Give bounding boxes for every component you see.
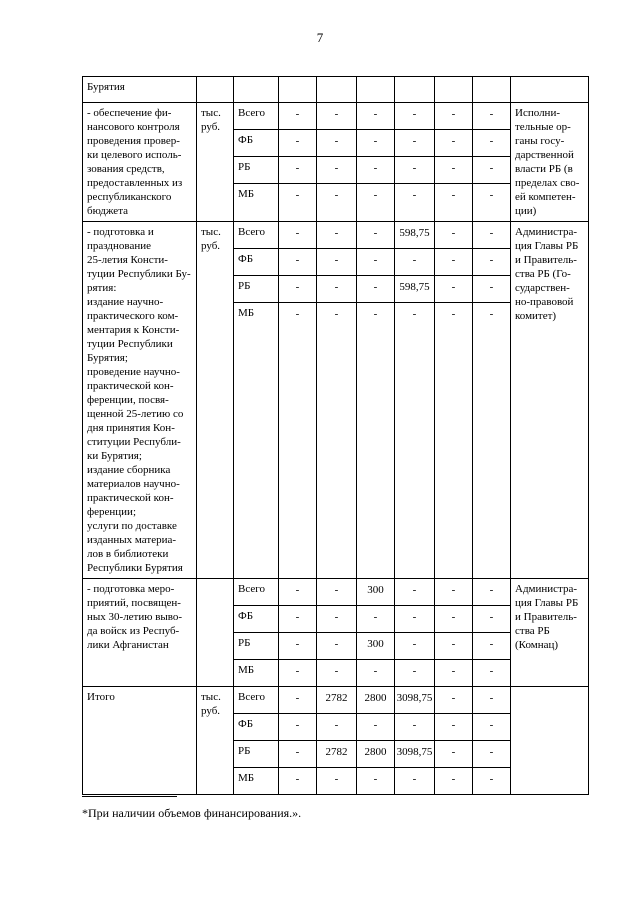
- value-cell: 2782: [317, 687, 357, 714]
- measure-description: Итого: [83, 687, 197, 795]
- value-cell: -: [279, 303, 317, 579]
- value-cell: -: [473, 660, 511, 687]
- executor-cell: Администра- ция Главы РБ и Правитель- ства РБ (Го- сударствен- но-правовой комитет): [511, 222, 589, 579]
- value-cell: -: [435, 130, 473, 157]
- value-cell: -: [357, 768, 395, 795]
- value-cell: -: [279, 633, 317, 660]
- value-cell: -: [317, 303, 357, 579]
- value-cell: -: [435, 276, 473, 303]
- value-cell: -: [435, 157, 473, 184]
- value-cell: -: [395, 303, 435, 579]
- value-cell: -: [435, 714, 473, 741]
- table-row: [83, 103, 589, 130]
- funding-source: Всего: [234, 579, 279, 606]
- footnote-separator: [82, 796, 177, 797]
- value-cell: -: [473, 157, 511, 184]
- value-cell: 598,75: [395, 276, 435, 303]
- footnote: *При наличии объемов финансирования.».: [82, 806, 302, 820]
- value-cell: -: [473, 579, 511, 606]
- value-cell: -: [473, 687, 511, 714]
- value-cell: -: [279, 157, 317, 184]
- value-cell: -: [435, 103, 473, 130]
- value-cell: -: [473, 222, 511, 249]
- value-cell: -: [473, 103, 511, 130]
- measure-description: - обеспечение фи- нансового контроля проведения провер- ки целевого исполь- зования средств, предоставленных из республиканского бюджета: [83, 103, 197, 222]
- value-cell: -: [317, 276, 357, 303]
- value-cell: -: [279, 606, 317, 633]
- unit-cell: тыс. руб.: [197, 687, 234, 795]
- measure-description: - подготовка меро- приятий, посвящен- ных 30-летию выво- да войск из Респуб- лики Афганистан: [83, 579, 197, 687]
- table-row: [83, 687, 589, 714]
- value-cell: -: [473, 130, 511, 157]
- value-cell: -: [279, 741, 317, 768]
- funding-source: РБ: [234, 157, 279, 184]
- funding-source: МБ: [234, 184, 279, 222]
- measure-description: - подготовка и празднование 25-летия Консти- туции Республики Бу- рятия: издание научно- практического ком- ментария к Консти- туции Республики Бурятия; проведение научно- практической кон- ференции, посвя- щенной 25-летию со дня принятия Кон- ституции Республи- ки Бурятия; издание сборника материалов научно- практической кон- ференции; услуги по доставке изданных материа- лов в библиотеки Республики Бурятия: [83, 222, 197, 579]
- funding-source: РБ: [234, 276, 279, 303]
- value-cell: -: [357, 660, 395, 687]
- value-cell: 2800: [357, 687, 395, 714]
- funding-source: РБ: [234, 741, 279, 768]
- unit-cell: [197, 579, 234, 687]
- value-cell: -: [357, 130, 395, 157]
- value-cell: -: [317, 222, 357, 249]
- executor-cell: Администра- ция Главы РБ и Правитель- ства РБ (Комнац): [511, 579, 589, 687]
- executor-cell: Исполни- тельные ор- ганы госу- дарственной власти РБ (в пределах сво- ей компетен- ции): [511, 103, 589, 222]
- value-cell: -: [279, 687, 317, 714]
- value-cell: -: [473, 276, 511, 303]
- value-cell: -: [357, 184, 395, 222]
- value-cell: -: [435, 687, 473, 714]
- value-cell: -: [279, 222, 317, 249]
- value-cell: -: [317, 157, 357, 184]
- funding-source: ФБ: [234, 714, 279, 741]
- funding-source: МБ: [234, 768, 279, 795]
- value-cell: -: [395, 157, 435, 184]
- value-cell: -: [435, 768, 473, 795]
- value-cell: -: [317, 714, 357, 741]
- value-cell: -: [279, 184, 317, 222]
- value-cell: -: [395, 606, 435, 633]
- value-cell: 2782: [317, 741, 357, 768]
- value-cell: -: [435, 579, 473, 606]
- value-cell: 598,75: [395, 222, 435, 249]
- value-cell: -: [279, 249, 317, 276]
- value-cell: -: [357, 157, 395, 184]
- value-cell: -: [395, 579, 435, 606]
- value-cell: -: [357, 222, 395, 249]
- funding-source: Всего: [234, 222, 279, 249]
- value-cell: -: [279, 714, 317, 741]
- value-cell: -: [317, 103, 357, 130]
- value-cell: -: [473, 303, 511, 579]
- page-number: 7: [316, 30, 324, 45]
- value-cell: -: [473, 184, 511, 222]
- value-cell: -: [435, 303, 473, 579]
- funding-source: Всего: [234, 103, 279, 130]
- value-cell: -: [279, 276, 317, 303]
- value-cell: -: [317, 660, 357, 687]
- value-cell: -: [357, 606, 395, 633]
- funding-source: ФБ: [234, 606, 279, 633]
- value-cell: -: [473, 633, 511, 660]
- value-cell: -: [279, 768, 317, 795]
- value-cell: -: [473, 714, 511, 741]
- value-cell: 3098,75: [395, 687, 435, 714]
- value-cell: -: [395, 768, 435, 795]
- value-cell: -: [435, 249, 473, 276]
- executor-cell: [511, 687, 589, 795]
- table-row: [83, 579, 589, 606]
- value-cell: -: [435, 633, 473, 660]
- value-cell: -: [435, 741, 473, 768]
- value-cell: -: [473, 768, 511, 795]
- value-cell: -: [435, 184, 473, 222]
- value-cell: -: [395, 660, 435, 687]
- value-cell: 300: [357, 579, 395, 606]
- value-cell: 2800: [357, 741, 395, 768]
- value-cell: -: [395, 249, 435, 276]
- value-cell: -: [435, 606, 473, 633]
- value-cell: 300: [357, 633, 395, 660]
- value-cell: -: [357, 303, 395, 579]
- header-row: [83, 77, 589, 103]
- value-cell: -: [435, 660, 473, 687]
- table-row: [83, 222, 589, 249]
- value-cell: -: [279, 103, 317, 130]
- value-cell: -: [357, 714, 395, 741]
- value-cell: -: [317, 633, 357, 660]
- funding-source: ФБ: [234, 130, 279, 157]
- value-cell: -: [279, 660, 317, 687]
- unit-cell: тыс. руб.: [197, 103, 234, 222]
- value-cell: -: [317, 249, 357, 276]
- value-cell: -: [279, 130, 317, 157]
- value-cell: -: [317, 184, 357, 222]
- value-cell: -: [395, 633, 435, 660]
- funding-table: [82, 76, 589, 795]
- value-cell: 3098,75: [395, 741, 435, 768]
- value-cell: -: [357, 276, 395, 303]
- value-cell: -: [395, 130, 435, 157]
- value-cell: -: [317, 768, 357, 795]
- funding-source: Всего: [234, 687, 279, 714]
- value-cell: -: [473, 606, 511, 633]
- funding-source: ФБ: [234, 249, 279, 276]
- value-cell: -: [395, 714, 435, 741]
- value-cell: -: [317, 606, 357, 633]
- value-cell: -: [279, 579, 317, 606]
- value-cell: -: [357, 103, 395, 130]
- value-cell: -: [395, 184, 435, 222]
- funding-source: РБ: [234, 633, 279, 660]
- region-label: Бурятия: [83, 77, 197, 103]
- value-cell: -: [317, 579, 357, 606]
- value-cell: -: [435, 222, 473, 249]
- value-cell: -: [395, 103, 435, 130]
- funding-source: МБ: [234, 660, 279, 687]
- value-cell: -: [473, 741, 511, 768]
- unit-cell: тыс. руб.: [197, 222, 234, 579]
- value-cell: -: [317, 130, 357, 157]
- value-cell: -: [357, 249, 395, 276]
- value-cell: -: [473, 249, 511, 276]
- funding-source: МБ: [234, 303, 279, 579]
